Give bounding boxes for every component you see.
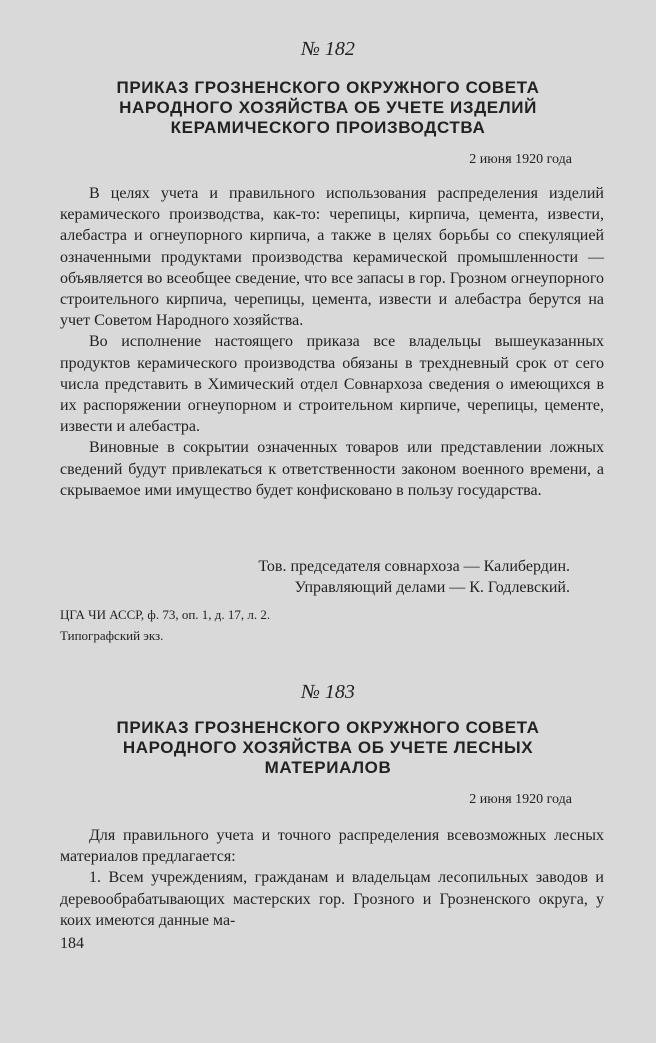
doc-182-body	[60, 183, 604, 501]
title-line: ПРИКАЗ ГРОЗНЕНСКОГО ОКРУЖНОГО СОВЕТА	[116, 718, 540, 737]
doc-182-number: № 182	[301, 38, 355, 60]
signature-line: Тов. председателя совнархоза — Калибердин.	[258, 558, 570, 575]
paragraph: Виновные в сокрытии означенных товаров или представлении ложных сведений будут привлекаться к ответственности законом военного времени, а скрываемое ими имущество будет конфисковано в пользу государства.	[60, 439, 604, 499]
paragraph: В целях учета и правильного использования распределения изделий керамического производства, как-то: черепицы, кирпича, цемента, извести, алебастра и огнеупорного кирпича, а также в целях борьбы со спекуляцией означенными продуктами производства керамической промышленности — объявляется во всеобщее сведение, что все запасы в гор. Грозном огнеупорного строительного кирпича, черепицы, цемента, извести и алебастра берутся на учет Советом Народного хозяйства.	[60, 185, 604, 330]
doc-183-body	[60, 825, 604, 931]
copy-note: Типографский экз.	[60, 628, 164, 643]
title-line: НАРОДНОГО ХОЗЯЙСТВА ОБ УЧЕТЕ ЛЕСНЫХ	[122, 738, 534, 757]
paragraph: Для правильного учета и точного распределения всевозможных лесных материалов предлагается:	[60, 827, 604, 866]
page-number: 184	[60, 935, 84, 952]
doc-183-date: 2 июня 1920 года	[469, 792, 572, 807]
doc-183-title	[70, 718, 586, 778]
doc-182-source	[60, 604, 270, 646]
title-line: МАТЕРИАЛОВ	[264, 758, 392, 777]
paragraph: 1. Всем учреждениям, гражданам и владельцам лесопильных заводов и деревообрабатывающих мастерских гор. Грозного и Грозненского округа, у коих имеются данные ма-	[60, 869, 604, 929]
title-line: КЕРАМИЧЕСКОГО ПРОИЗВОДСТВА	[170, 118, 486, 137]
title-line: ПРИКАЗ ГРОЗНЕНСКОГО ОКРУЖНОГО СОВЕТА	[116, 78, 540, 97]
doc-183-number: № 183	[301, 681, 355, 703]
doc-182-signatures	[150, 556, 570, 598]
doc-182-date: 2 июня 1920 года	[469, 152, 572, 167]
archive-reference: ЦГА ЧИ АССР, ф. 73, оп. 1, д. 17, л. 2.	[60, 607, 271, 622]
doc-182-title	[70, 78, 586, 138]
paragraph: Во исполнение настоящего приказа все владельцы вышеуказанных продуктов керамического производства обязаны в трехдневный срок от сего числа представить в Химический отдел Совнархоза сведения о имеющихся в их распоряжении огнеупорном и строительном кирпиче, черепицы, цементе, извести и алебастра.	[60, 333, 604, 436]
title-line: НАРОДНОГО ХОЗЯЙСТВА ОБ УЧЕТЕ ИЗДЕЛИЙ	[119, 98, 537, 117]
signature-line: Управляющий делами — К. Годлевский.	[294, 579, 570, 596]
